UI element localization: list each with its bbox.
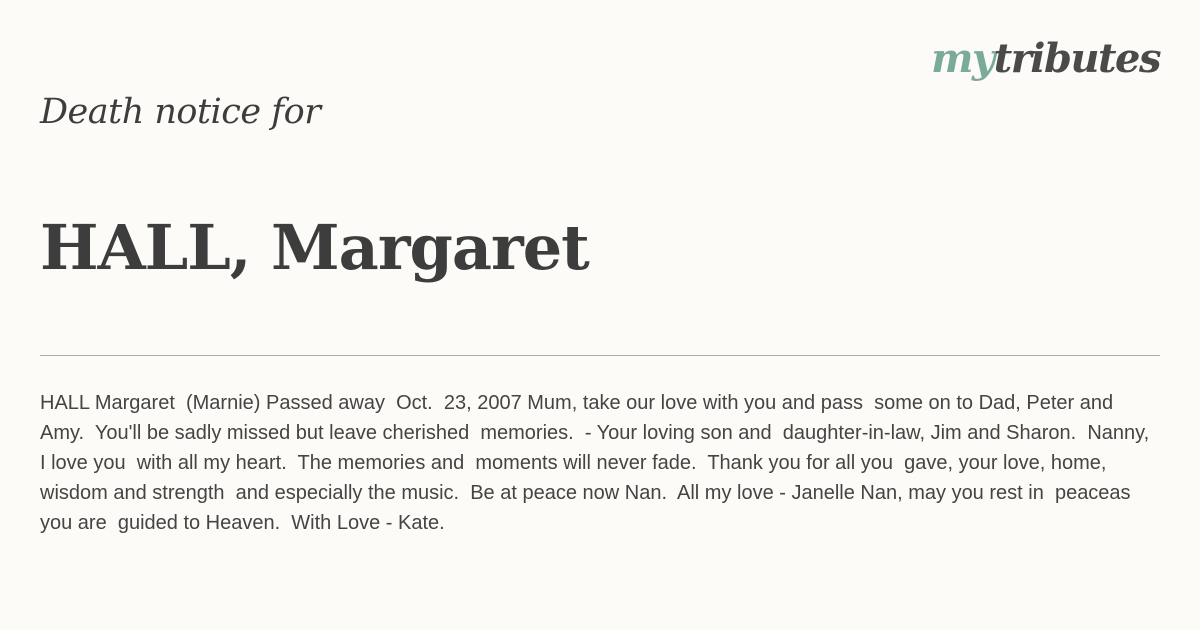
logo-suffix: tributes — [993, 35, 1160, 82]
logo-prefix: my — [931, 35, 994, 82]
divider — [40, 355, 1160, 356]
deceased-name: HALL, Margaret — [40, 211, 589, 284]
notice-body-text: HALL Margaret (Marnie) Passed away Oct. 23, 2007 Mum, take our love with you and pass some on to Dad, Peter and Amy. You'll be sadly missed but leave cherished memories. - Your loving son and daughter-in-law, Jim and Sharon. Nanny, I love you with all my heart. The memories and moments will never fade. Thank you for all you gave, your love, home, wisdom and strength and especially the music. Be at peace now Nan. All my love - Janelle Nan, may you rest in peaceas you are guided to Heaven. With Love - Kate. — [40, 392, 1155, 534]
mytributes-logo[interactable] — [931, 34, 1160, 84]
notice-type-label: Death notice for — [40, 92, 321, 132]
